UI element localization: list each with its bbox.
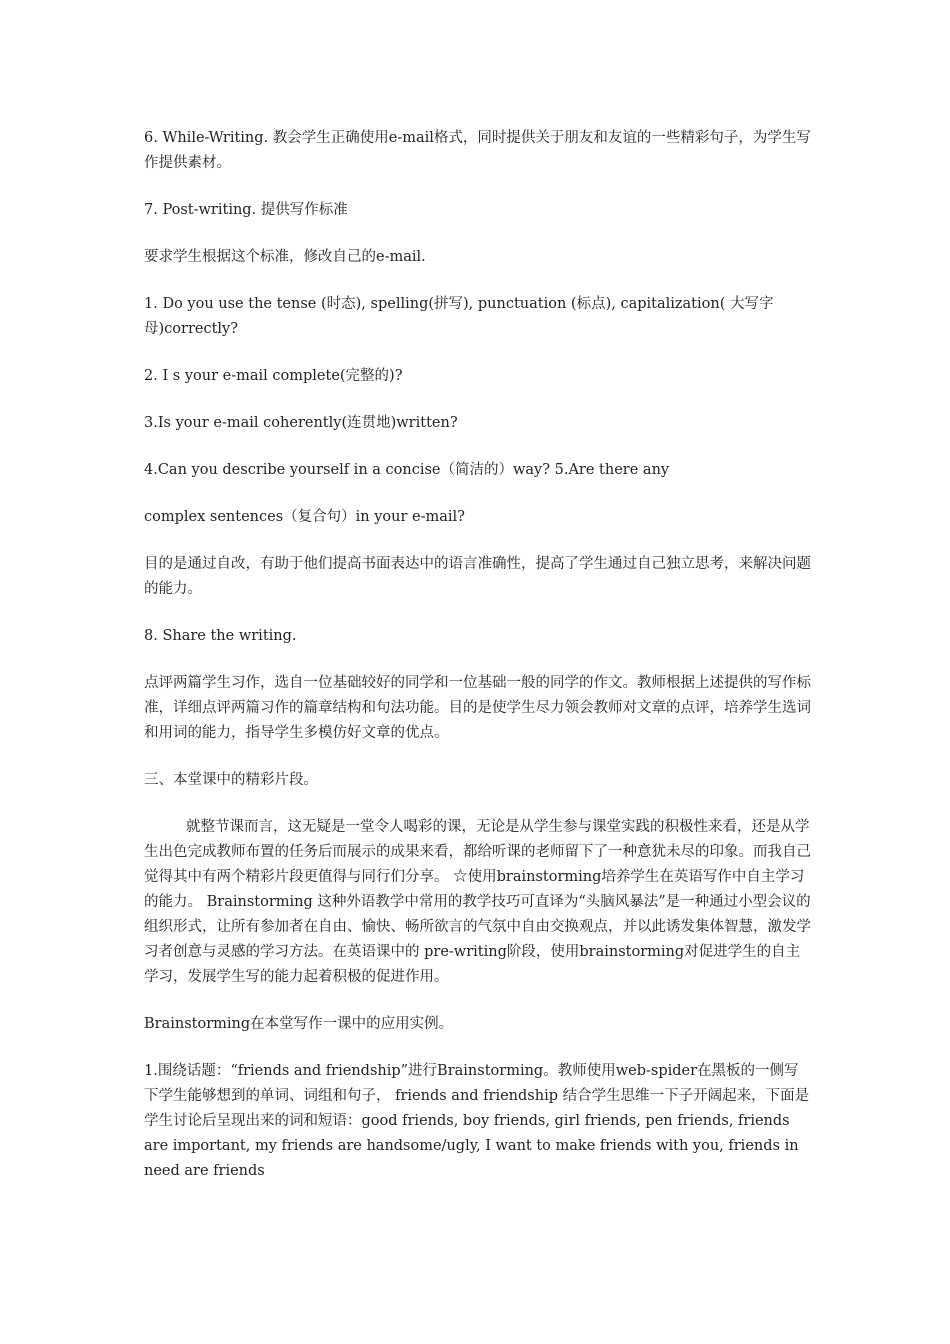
criteria-item-1: 1. Do you use the tense (时态), spelling(拼写), punctuation (标点), capitalization( 大写字母)correctly? xyxy=(144,296,774,337)
section-heading-highlights: 三、本堂课中的精彩片段。 xyxy=(144,772,318,788)
paragraph-share-writing: 8. Share the writing. xyxy=(144,628,297,644)
paragraph-revise-instruction: 要求学生根据这个标准，修改自己的e-mail. xyxy=(144,249,426,265)
paragraph-brainstorming-intro: 就整节课而言，这无疑是一堂令人喝彩的课，无论是从学生参与课堂实践的积极性来看，还是从学生出色完成教师布置的任务后而展示的成果来看，都给听课的老师留下了一种意犹未尽的印象。而我自己觉得其中有两个精彩片段更值得与同行们分享。 ☆使用brainstorming培养学生在英语写作中自主学习的能力。 Brainstorming 这种外语教学中常用的教学技巧可直译为“头脑风暴法”是一种通过小型会议的组织形式，让所有参加者在自由、愉快、畅所欲言的气氛中自由交换观点，并以此诱发集体智慧，激发学习者创意与灵感的学习方法。在英语课中的 pre-writing阶段，使用brainstorming对促进学生的自主学习，发展学生写的能力起着积极的促进作用。 xyxy=(144,819,811,985)
document-page xyxy=(144,126,812,1206)
criteria-item-5-continued: complex sentences（复合句）in your e-mail? xyxy=(144,509,465,525)
paragraph-brainstorming-example: 1.围绕话题：“friends and friendship”进行Brainstorming。教师使用web-spider在黑板的一侧写下学生能够想到的单词、词组和句子， friends and friendship 结合学生思维一下子开阔起来，下面是学生讨论后呈现出来的词和短语：good friends, boy friends, girl friends, pen friends, friends are important, my friends are handsome/ugly, I want to make friends with you, friends in need are friends xyxy=(144,1063,810,1179)
paragraph-purpose: 目的是通过自改，有助于他们提高书面表达中的语言准确性，提高了学生通过自己独立思考，来解决问题的能力。 xyxy=(144,556,811,597)
paragraph-brainstorming-example-title: Brainstorming在本堂写作一课中的应用实例。 xyxy=(144,1016,454,1032)
criteria-item-3: 3.Is your e-mail coherently(连贯地)written? xyxy=(144,415,458,431)
paragraph-post-writing: 7. Post-writing. 提供写作标准 xyxy=(144,202,348,218)
paragraph-while-writing: 6. While-Writing. 教会学生正确使用e-mail格式，同时提供关于朋友和友谊的一些精彩句子，为学生写作提供素材。 xyxy=(144,130,811,171)
criteria-item-2: 2. I s your e-mail complete(完整的)? xyxy=(144,368,403,384)
criteria-item-4-5: 4.Can you describe yourself in a concise（简洁的）way? 5.Are there any xyxy=(144,462,670,478)
paragraph-comment-essays: 点评两篇学生习作，选自一位基础较好的同学和一位基础一般的同学的作文。教师根据上述提供的写作标准，详细点评两篇习作的篇章结构和句法功能。目的是使学生尽力领会教师对文章的点评，培养学生选词和用词的能力，指导学生多模仿好文章的优点。 xyxy=(144,675,811,741)
